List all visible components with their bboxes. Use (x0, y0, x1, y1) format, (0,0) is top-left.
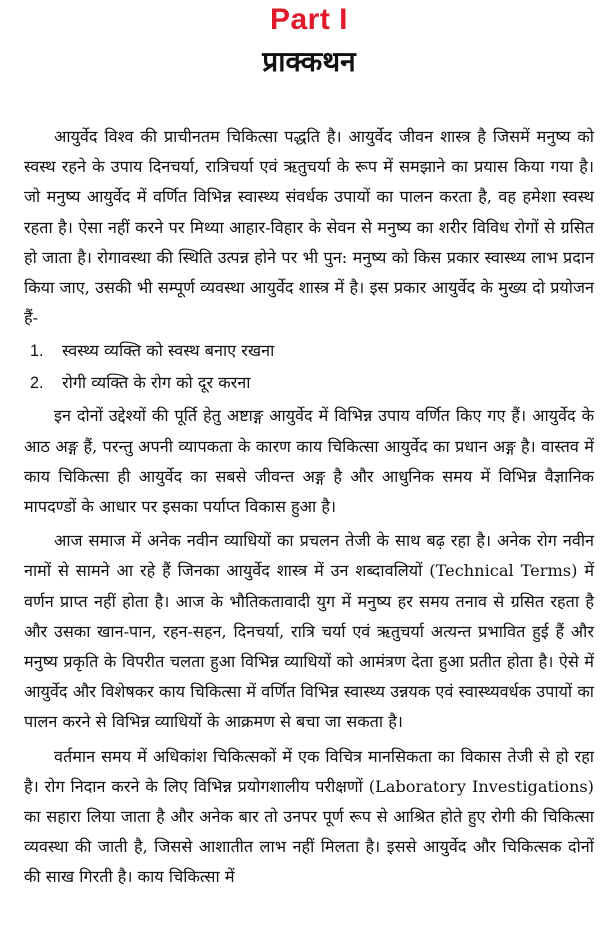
list-item (24, 367, 594, 399)
part-title: Part I (269, 3, 349, 36)
paragraph-intro: आयुर्वेद विश्व की प्राचीनतम चिकित्सा पद्धति है। आयुर्वेद जीवन शास्त्र है जिसमें मनुष्य को स्वस्थ रहने के उपाय दिनचर्या, रात्रिचर्या एवं ऋतुचर्या के रूप में समझाने का प्रयास किया गया है। जो मनुष्य आयुर्वेद में वर्णित विभिन्न स्वास्थ्य संवर्धक उपायों का पालन करता है, वह हमेशा स्वस्थ रहता है। ऐसा नहीं करने पर मिथ्या आहार-विहार के सेवन से मनुष्य का शरीर विविध रोगों से ग्रसित हो जाता है। रोगावस्था की स्थिति उत्पन्न होने पर भी पुन: मनुष्य को किस प्रकार स्वास्थ्य लाभ प्रदान किया जाए, उसकी भी सम्पूर्ण व्यवस्था आयुर्वेद शास्त्र में है। इस प्रकार आयुर्वेद के मुख्य दो प्रयोजन हैं- (24, 127, 594, 328)
list-item-text: रोगी व्यक्ति के रोग को दूर करना (62, 373, 251, 393)
list-item (24, 335, 594, 367)
list-item-text: स्वस्थ्य व्यक्ति को स्वस्थ बनाए रखना (62, 341, 275, 361)
paragraph-lab-investigations: वर्तमान समय में अधिकांश चिकित्सकों में एक विचित्र मानसिकता का विकास तेजी से हो रहा है। रोग निदान करने के लिए विभिन्न प्रयोगशालीय परीक्षणों (Laboratory Investigations) का सहारा लिया जाता है और अनेक बार तो उनपर पूर्ण रूप से आश्रित होते हुए रोगी की चिकित्सा व्यवस्था की जाती है, जिससे आशातीत लाभ नहीं मिलता है। इससे आयुर्वेद और चिकित्सक दोनों की साख गिरती है। काय चिकित्सा में (24, 746, 594, 887)
purpose-list (24, 335, 594, 399)
body-text (24, 122, 594, 893)
list-item-number: 1. (30, 342, 44, 361)
paragraph-modern-diseases: आज समाज में अनेक नवीन व्याधियों का प्रचलन तेजी के साथ बढ़ रहा है। अनेक रोग नवीन नामों से सामने आ रहे हैं जिनका आयुर्वेद शास्त्र में उन शब्दावलियों (Technical Terms) में वर्णन प्राप्त नहीं होता है। आज के भौतिकतावादी युग में मनुष्य हर समय तनाव से ग्रसित रहता है और उसका खान-पान, रहन-सहन, दिनचर्या, रात्रि चर्या एवं ऋतुचर्या अत्यन्त प्रभावित हुई हैं और मनुष्य प्रकृति के विपरीत चलता हुआ विभिन्न व्याधियों को आमंत्रण देता हुआ प्रतीत होता है। ऐसे में आयुर्वेद और विशेषकर काय चिकित्सा में वर्णित विभिन्न स्वास्थ्य उन्नयक एवं स्वास्थ्यवर्धक उपायों का पालन करने से विभिन्न व्याधियों के आक्रमण से बचा जा सकता है। (24, 531, 594, 732)
paragraph-ashtanga: इन दोनों उद्देश्यों की पूर्ति हेतु अष्टाङ्ग आयुर्वेद में विभिन्न उपाय वर्णित किए गए हैं। आयुर्वेद के आठ अङ्ग हैं, परन्तु अपनी व्यापकता के कारण काय चिकित्सा आयुर्वेद का प्रधान अङ्ग है। वास्तव में काय चिकित्सा ही आयुर्वेद का सबसे जीवन्त अङ्ग है और आधुनिक समय में विभिन्न वैज्ञानिक मापदण्डों के आधार पर इसका पर्याप्त विकास हुआ है। (24, 406, 594, 517)
chapter-title: प्राक्कथन (262, 45, 356, 78)
list-item-number: 2. (30, 374, 44, 393)
